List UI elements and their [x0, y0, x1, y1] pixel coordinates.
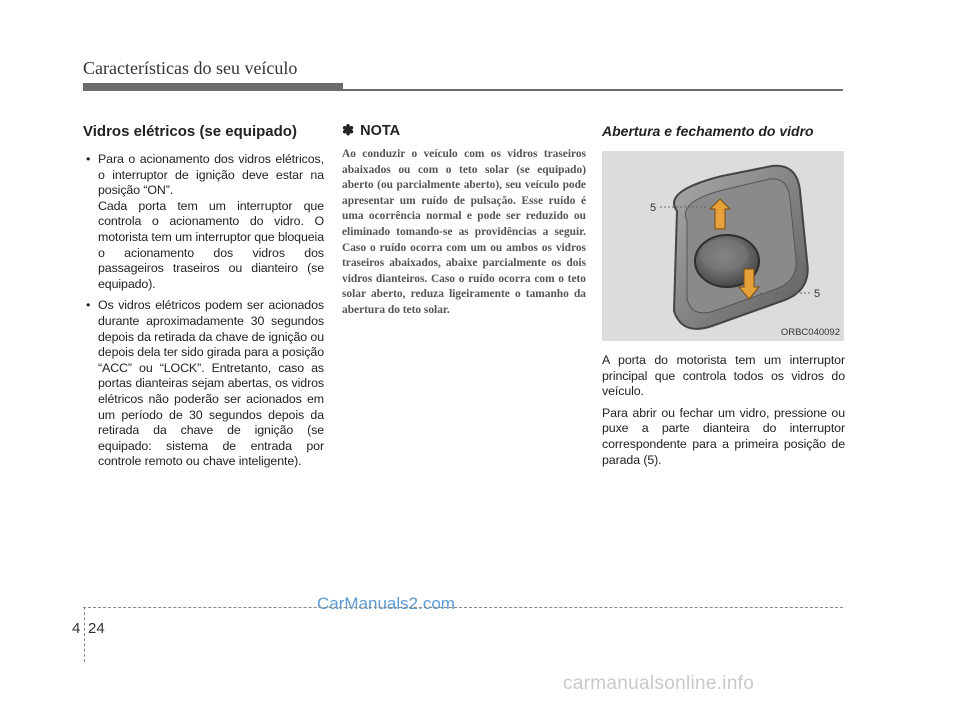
- window-switch-figure: [602, 151, 844, 341]
- header-rule-thin: [343, 89, 843, 91]
- column-right: [602, 123, 845, 474]
- label-top: 5: [650, 202, 657, 214]
- chapter-number: 4: [72, 620, 81, 637]
- list-item: [83, 152, 324, 292]
- footer-vertical-rule: [84, 607, 85, 662]
- page-header-title: Características do seu veículo: [83, 58, 298, 78]
- note-text: Ao conduzir o veículo com os vidros traseiros abaixados ou com o teto solar (se equipado) aberto (ou parcialmente aberto), seu veículo pode apresentar um ruído de pulsação. Esse ruído é uma ocorrência normal e pode ser reduzido ou eliminado tomando-se as providências a seguir. Caso o ruído ocorra com um ou ambos os vidros traseiros abaixados, abaixe parcialmente os dois vidros dianteiros. Caso o ruído ocorra com o teto solar aberto, reduza ligeiramente o tamanho da abertura do teto solar.: [342, 148, 586, 316]
- note-title: NOTA: [360, 123, 401, 139]
- column-left: [83, 123, 324, 476]
- asterisk-icon: ✽: [342, 123, 355, 139]
- bullet-text: Os vidros elétricos podem ser acionados durante aproximadamente 30 segundos depois da retirada da chave de ignição ou depois dela ter sido girada para a posição “ACC” ou “LOCK”. Entretanto, caso as portas dianteiras sejam abertas, os vidros elétricos não poderão ser acionados em um período de 30 segundos depois da retirada da chave de ignição (se equipado: sistema de entrada por controle remoto ou chave inteligente).: [98, 298, 324, 469]
- section-heading: Vidros elétricos (se equipado): [83, 123, 297, 140]
- header-rule-thick: [83, 83, 343, 91]
- label-bottom: 5: [814, 288, 821, 300]
- bullet-mark: •: [86, 298, 91, 313]
- footer-rule: [83, 607, 843, 608]
- figure-caption: ORBC040092: [780, 327, 840, 338]
- window-switch-illustration: [602, 151, 844, 341]
- note-heading: [342, 123, 586, 139]
- watermark-bottom[interactable]: carmanualsonline.info: [563, 673, 755, 694]
- bullet-text: Cada porta tem um interruptor que controla o acionamento do vidro. O motorista tem um interruptor que bloqueia o acionamento dos vidros dos passageiros traseiros ou dianteiro (se equipado).: [98, 198, 324, 291]
- paragraph: A porta do motorista tem um interruptor principal que controla todos os vidros do veículo.: [602, 353, 845, 399]
- column-middle: [342, 123, 586, 319]
- bullet-list: [83, 152, 324, 470]
- bullet-text: Para o acionamento dos vidros elétricos, o interruptor de ignição deve estar na posição “ON”.: [98, 152, 324, 198]
- paragraph: Para abrir ou fechar um vidro, pressione ou puxe a parte dianteira do interruptor correspondente para a primeira posição de parada (5).: [602, 405, 845, 467]
- watermark-top[interactable]: CarManuals2.com: [317, 594, 455, 613]
- bullet-mark: •: [86, 152, 91, 166]
- list-item: [83, 298, 324, 470]
- section-heading: Abertura e fechamento do vidro: [602, 123, 814, 139]
- page-number: 24: [88, 620, 105, 637]
